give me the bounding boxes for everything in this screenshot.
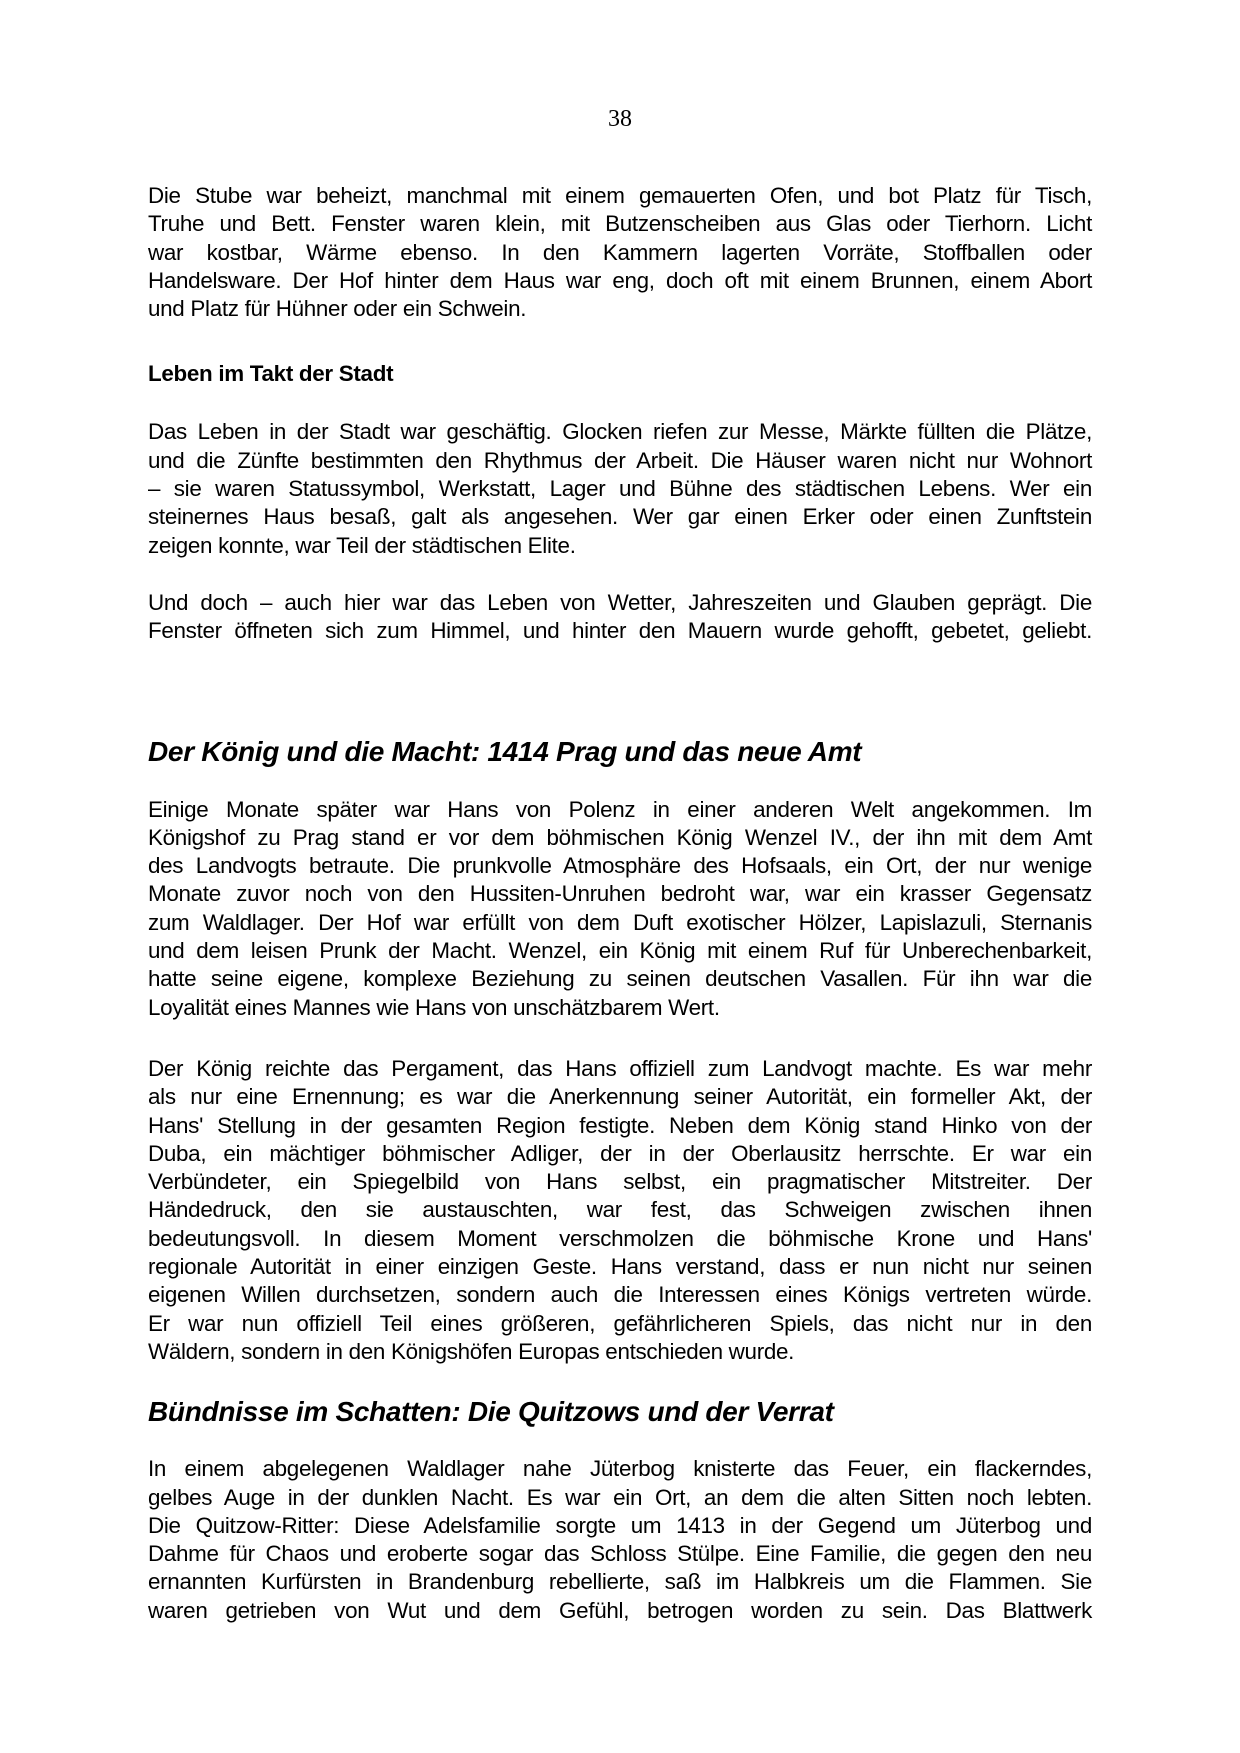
text-line: zeigen konnte, war Teil der städtischen Elite. (148, 532, 576, 558)
text-line: Einige Monate später war Hans von Polenz in einer anderen Welt angekommen. Im (148, 796, 1092, 822)
text-line: Monate zuvor noch von den Hussiten-Unruhen bedroht war, war ein krasser Gegensatz (148, 881, 1092, 907)
section-heading-buendnisse: Bündnisse im Schatten: Die Quitzows und der Verrat (148, 1396, 834, 1428)
text-line: eigenen Willen durchsetzen, sondern auch die Interessen eines Königs vertreten würde. (148, 1282, 1092, 1308)
paragraph-stube (148, 182, 1092, 323)
text-line: zum Waldlager. Der Hof war erfüllt von dem Duft exotischer Hölzer, Lapislazuli, Sternanis (148, 909, 1092, 935)
text-line: und Platz für Hühner oder ein Schwein. (148, 296, 527, 322)
paragraph-stadtleben (148, 418, 1092, 559)
text-line: Verbündeter, ein Spiegelbild von Hans selbst, ein pragmatischer Mitstreiter. Der (148, 1169, 1092, 1195)
text-line: regionale Autorität in einer einzigen Geste. Hans verstand, dass er nun nicht nur seinen (148, 1254, 1092, 1280)
text-line: ernannten Kurfürsten in Brandenburg rebellierte, saß im Halbkreis um die Flammen. Sie (148, 1569, 1092, 1595)
paragraph-pergament (148, 1055, 1092, 1366)
text-line: und dem leisen Prunk der Macht. Wenzel, ein König mit einem Ruf für Unberechenbarkeit, (148, 938, 1092, 964)
text-line: bedeutungsvoll. In diesem Moment verschmolzen die böhmische Krone und Hans' (148, 1225, 1092, 1251)
text-line: Er war nun offiziell Teil eines größeren, gefährlicheren Spiels, das nicht nur in den (148, 1310, 1092, 1336)
text-line: Fenster öffneten sich zum Himmel, und hinter den Mauern wurde gehofft, gebetet, geliebt. (148, 618, 1092, 644)
text-line: Handelsware. Der Hof hinter dem Haus war eng, doch oft mit einem Brunnen, einem Abort (148, 267, 1092, 293)
text-line: Hans' Stellung in der gesamten Region festigte. Neben dem König stand Hinko von der (148, 1112, 1092, 1138)
text-line: des Landvogts betraute. Die prunkvolle Atmosphäre des Hofsaals, ein Ort, der nur wenige (148, 853, 1092, 879)
text-line: waren getrieben von Wut und dem Gefühl, betrogen worden zu sein. Das Blattwerk (148, 1597, 1092, 1623)
text-line: steinernes Haus besaß, galt als angesehen. Wer gar einen Erker oder einen Zunftstein (148, 504, 1092, 530)
text-line: Truhe und Bett. Fenster waren klein, mit Butzenscheiben aus Glas oder Tierhorn. Licht (148, 211, 1092, 237)
text-line: Königshof zu Prag stand er vor dem böhmischen König Wenzel IV., der ihn mit dem Amt (148, 824, 1092, 850)
text-line: Wäldern, sondern in den Königshöfen Europas entschieden wurde. (148, 1338, 795, 1364)
text-line: Dahme für Chaos und eroberte sogar das Schloss Stülpe. Eine Familie, die gegen den neu (148, 1541, 1092, 1567)
paragraph-waldlager (148, 1455, 1092, 1625)
text-line: als nur eine Ernennung; es war die Anerkennung seiner Autorität, ein formeller Akt, der (148, 1084, 1092, 1110)
text-line: Die Stube war beheizt, manchmal mit einem gemauerten Ofen, und bot Platz für Tisch, (148, 183, 1092, 208)
text-line: – sie waren Statussymbol, Werkstatt, Lager und Bühne des städtischen Lebens. Wer ein (148, 476, 1092, 502)
text-line: Das Leben in der Stadt war geschäftig. Glocken riefen zur Messe, Märkte füllten die Plätze, (148, 419, 1092, 445)
text-line: Loyalität eines Mannes wie Hans von unschätzbarem Wert. (148, 994, 720, 1020)
page-content (0, 104, 1240, 1625)
section-heading-koenig-und-macht: Der König und die Macht: 1414 Prag und das neue Amt (148, 735, 862, 767)
text-line: gelbes Auge in der dunklen Nacht. Es war ein Ort, an dem die alten Sitten noch lebten. (148, 1484, 1092, 1510)
text-line: Und doch – auch hier war das Leben von Wetter, Jahreszeiten und Glauben geprägt. Die (148, 589, 1092, 615)
text-line: hatte seine eigene, komplexe Beziehung zu seinen deutschen Vasallen. Für ihn war die (148, 966, 1092, 992)
text-line: und die Zünfte bestimmten den Rhythmus der Arbeit. Die Häuser waren nicht nur Wohnort (148, 447, 1092, 473)
text-line: Die Quitzow-Ritter: Diese Adelsfamilie sorgte um 1413 in der Gegend um Jüterbog und (148, 1512, 1092, 1538)
text-line: war kostbar, Wärme ebenso. In den Kammern lagerten Vorräte, Stoffballen oder (148, 239, 1092, 265)
page-number: 38 (608, 106, 632, 132)
subheading-leben-im-takt: Leben im Takt der Stadt (148, 361, 394, 387)
text-line: Händedruck, den sie austauschten, war fest, das Schweigen zwischen ihnen (148, 1197, 1092, 1223)
text-line: In einem abgelegenen Waldlager nahe Jüterbog knisterte das Feuer, ein flackerndes, (148, 1456, 1092, 1482)
text-line: Duba, ein mächtiger böhmischer Adliger, der in der Oberlausitz herrschte. Er war ein (148, 1140, 1092, 1166)
text-line: Der König reichte das Pergament, das Hans offiziell zum Landvogt machte. Es war mehr (148, 1055, 1092, 1081)
paragraph-prag (148, 796, 1092, 1022)
paragraph-und-doch (148, 589, 1092, 646)
